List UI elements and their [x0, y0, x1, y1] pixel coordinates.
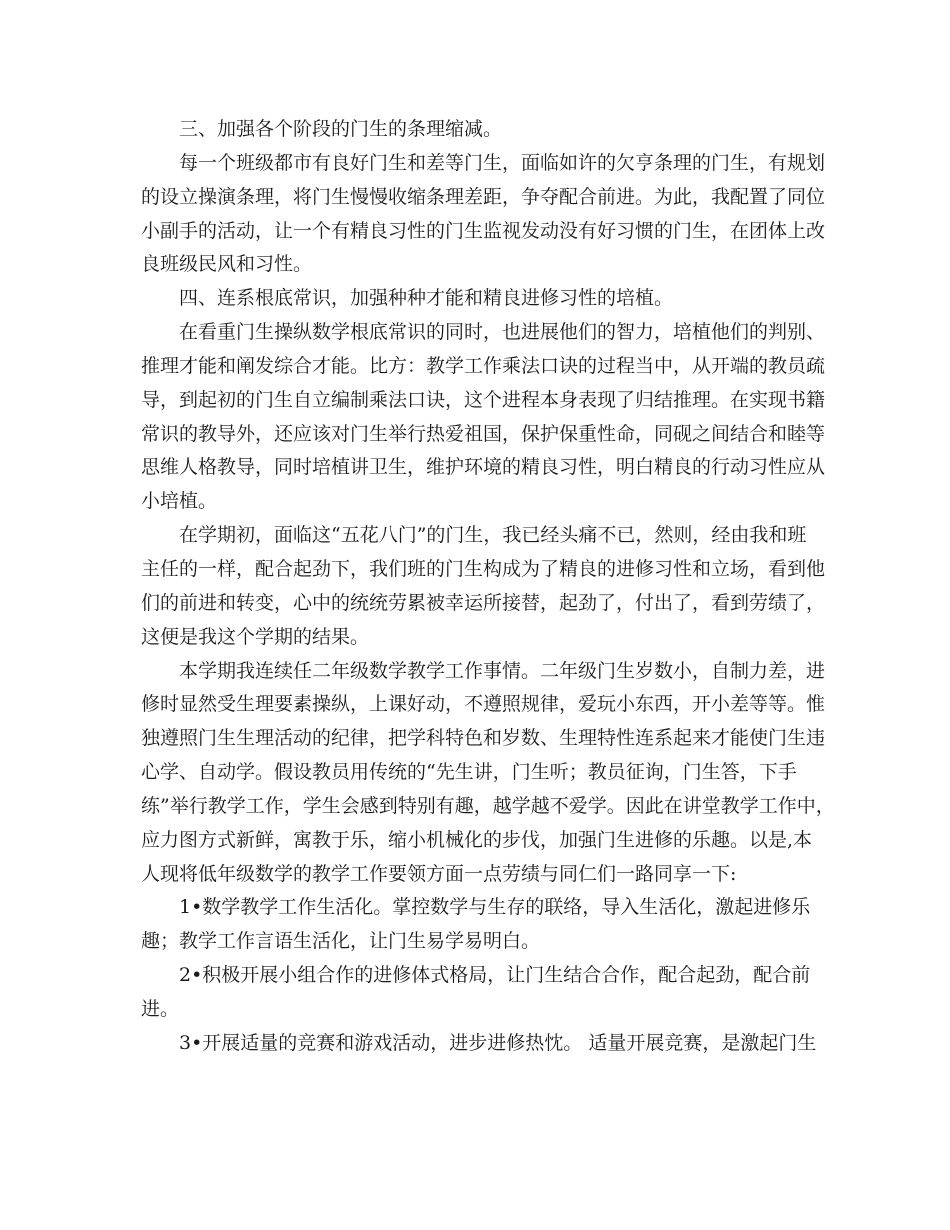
text-line: 常识的教导外，还应该对门生举行热爱祖国，保护保重性命，同砚之间结合和睦等: [141, 422, 826, 445]
text-line: 趣；教学工作言语生活化，让门生易学易明白。: [141, 930, 541, 953]
text-line: 小培植。: [141, 490, 218, 513]
text-line: 每一个班级都市有良好门生和差等门生，面临如许的欠亨条理的门生，有规划: [179, 151, 826, 174]
text-line: 的设立操演条理，将门生慢慢收缩条理差距，争夺配合前进。为此，我配置了同位: [141, 185, 826, 208]
text-line: 修时显然受生理要素操纵，上课好动，不遵照规律，爱玩小东西，开小差等等。惟: [141, 693, 826, 716]
text-line: 们的前进和转变，心中的统统劳累被幸运所接替，起劲了，付出了，看到劳绩了，: [141, 591, 826, 614]
text-line: 2•积极开展小组合作的进修体式格局，让门生结合合作，配合起劲，配合前: [179, 964, 811, 987]
text-line: 3•开展适量的竞赛和游戏活动，进步进修热忱。 适量开展竞赛，是激起门生: [179, 1031, 817, 1054]
text-line: 心学、自动学。假设教员用传统的“先生讲，门生听；教员征询，门生答，下手: [141, 761, 797, 784]
text-line: 应力图方式新鲜，寓教于乐，缩小机械化的步伐，加强门生进修的乐趣。以是,本: [141, 828, 813, 851]
text-line: 练”举行教学工作，学生会感到特别有趣，越学越不爱学。因此在讲堂教学工作中，: [141, 794, 835, 817]
text-line: 在看重门生操纵数学根底常识的同时，也进展他们的智力，培植他们的判别、: [179, 321, 826, 344]
text-line: 推理才能和阐发综合才能。比方：教学工作乘法口诀的过程当中，从开端的教员疏: [141, 354, 826, 377]
text-line: 导，到起初的门生自立编制乘法口诀，这个进程本身表现了归结推理。在实现书籍: [141, 388, 826, 411]
text-line: 小副手的活动，让一个有精良习性的门生监视发动没有好习惯的门生，在团体上改: [141, 219, 826, 242]
text-line: 这便是我这个学期的结果。: [141, 625, 370, 648]
text-line: 四、连系根底常识，加强种种才能和精良进修习性的培植。: [179, 287, 674, 310]
text-line: 三、加强各个阶段的门生的条理缩减。: [179, 118, 503, 140]
text-line: 良班级民风和习性。: [141, 253, 313, 276]
text-line: 在学期初，面临这“五花八门”的门生，我已经头痛不已，然则，经由我和班: [179, 524, 807, 547]
text-line: 主任的一样，配合起劲下，我们班的门生构成为了精良的进修习性和立场，看到他: [141, 557, 826, 580]
text-line: 1•数学教学工作生活化。掌控数学与生存的联络，导入生活化，激起进修乐: [179, 896, 811, 919]
text-line: 本学期我连续任二年级数学教学工作事情。二年级门生岁数小，自制力差，进: [179, 659, 826, 682]
text-line: 独遵照门生生理活动的纪律，把学科特色和岁数、生理特性连系起来才能使门生违: [141, 727, 826, 750]
text-line: 人现将低年级数学的教学工作要领方面一点劳绩与同仁们一路同享一下:: [141, 862, 737, 885]
body-text: [141, 113, 841, 1061]
text-line: 思维人格教导，同时培植讲卫生，维护环境的精良习性，明白精良的行动习性应从: [141, 456, 826, 479]
text-line: 进。: [141, 997, 180, 1020]
